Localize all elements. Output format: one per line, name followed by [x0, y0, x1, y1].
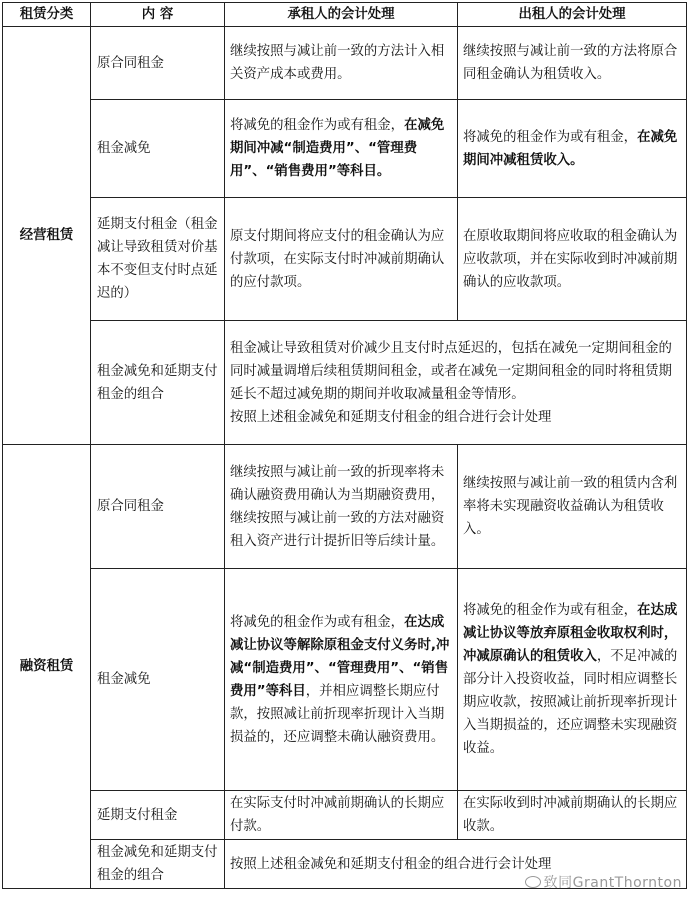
- lessee-cell: 继续按照与减让前一致的方法计入相关资产成本或费用。: [225, 27, 458, 100]
- table-row: [3, 791, 687, 840]
- lessor-cell: 继续按照与减让前一致的租赁内含利率将未实现融资收益确认为租赁收入。: [458, 445, 687, 569]
- header-category: 租赁分类: [3, 3, 91, 27]
- watermark: 致同GrantThornton: [525, 872, 682, 892]
- table-row: [3, 445, 687, 569]
- table-row: [3, 27, 687, 100]
- lessor-cell: 继续按照与减让前一致的方法将原合同租金确认为租赁收入。: [458, 27, 687, 100]
- row-item: 原合同租金: [91, 445, 225, 569]
- row-item: 延期支付租金: [91, 791, 225, 840]
- weibo-icon: [525, 876, 541, 888]
- table-row: [3, 321, 687, 445]
- lessee-cell: 将减免的租金作为或有租金，在达成减让协议等解除原租金支付义务时,冲减“制造费用”、“管理费用”、“销售费用”等科目，并相应调整长期应付款，按照减让前折现率折现计入当期损益的，还应调整未确认融资费用。: [225, 569, 458, 791]
- header-content: 内 容: [91, 3, 225, 27]
- category-finance-lease: 融资租赁: [3, 445, 91, 889]
- merged-cell: 按照上述租金减免和延期支付租金的组合进行会计处理: [225, 840, 687, 889]
- header-lessor: 出租人的会计处理: [458, 3, 687, 27]
- row-item: 租金减免和延期支付租金的组合: [91, 840, 225, 889]
- table-row: [3, 198, 687, 321]
- lessor-cell: 在实际收到时冲减前期确认的长期应收款。: [458, 791, 687, 840]
- lessee-cell: 继续按照与减让前一致的折现率将未确认融资费用确认为当期融资费用，继续按照与减让前一致的方法对融资租入资产进行计提折旧等后续计量。: [225, 445, 458, 569]
- table-row: [3, 100, 687, 198]
- lessee-cell: 在实际支付时冲减前期确认的长期应付款。: [225, 791, 458, 840]
- lessee-cell: 将减免的租金作为或有租金，在减免期间冲减“制造费用”、“管理费用”、“销售费用”等科目。: [225, 100, 458, 198]
- row-item: 租金减免和延期支付租金的组合: [91, 321, 225, 445]
- category-operating-lease: 经营租赁: [3, 27, 91, 445]
- row-item: 原合同租金: [91, 27, 225, 100]
- lease-accounting-table: [2, 2, 687, 889]
- lessor-cell: 在原收取期间将应收取的租金确认为应收款项，并在实际收到时冲减前期确认的应收款项。: [458, 198, 687, 321]
- row-item: 延期支付租金（租金减让导致租赁对价基本不变但支付时点延迟的）: [91, 198, 225, 321]
- row-item: 租金减免: [91, 569, 225, 791]
- header-lessee: 承租人的会计处理: [225, 3, 458, 27]
- header-row: [3, 3, 687, 27]
- lessor-cell: 将减免的租金作为或有租金，在减免期间冲减租赁收入。: [458, 100, 687, 198]
- lessor-cell: 将减免的租金作为或有租金，在达成减让协议等放弃原租金收取权利时，冲减原确认的租赁收入，不足冲减的部分计入投资收益，同时相应调整长期应收款，按照减让前折现率折现计入当期损益的，还应调整未实现融资收益。: [458, 569, 687, 791]
- table-row: [3, 569, 687, 791]
- merged-cell: 租金减让导致租赁对价减少且支付时点延迟的，包括在减免一定期间租金的同时减量调增后续租赁期间租金，或者在减免一定期间租金的同时将租赁期延长不超过减免期的期间并收取减量租金等情形。 按照上述租金减免和延期支付租金的组合进行会计处理: [225, 321, 687, 445]
- lessee-cell: 原支付期间将应支付的租金确认为应付款项，在实际支付时冲减前期确认的应付款项。: [225, 198, 458, 321]
- row-item: 租金减免: [91, 100, 225, 198]
